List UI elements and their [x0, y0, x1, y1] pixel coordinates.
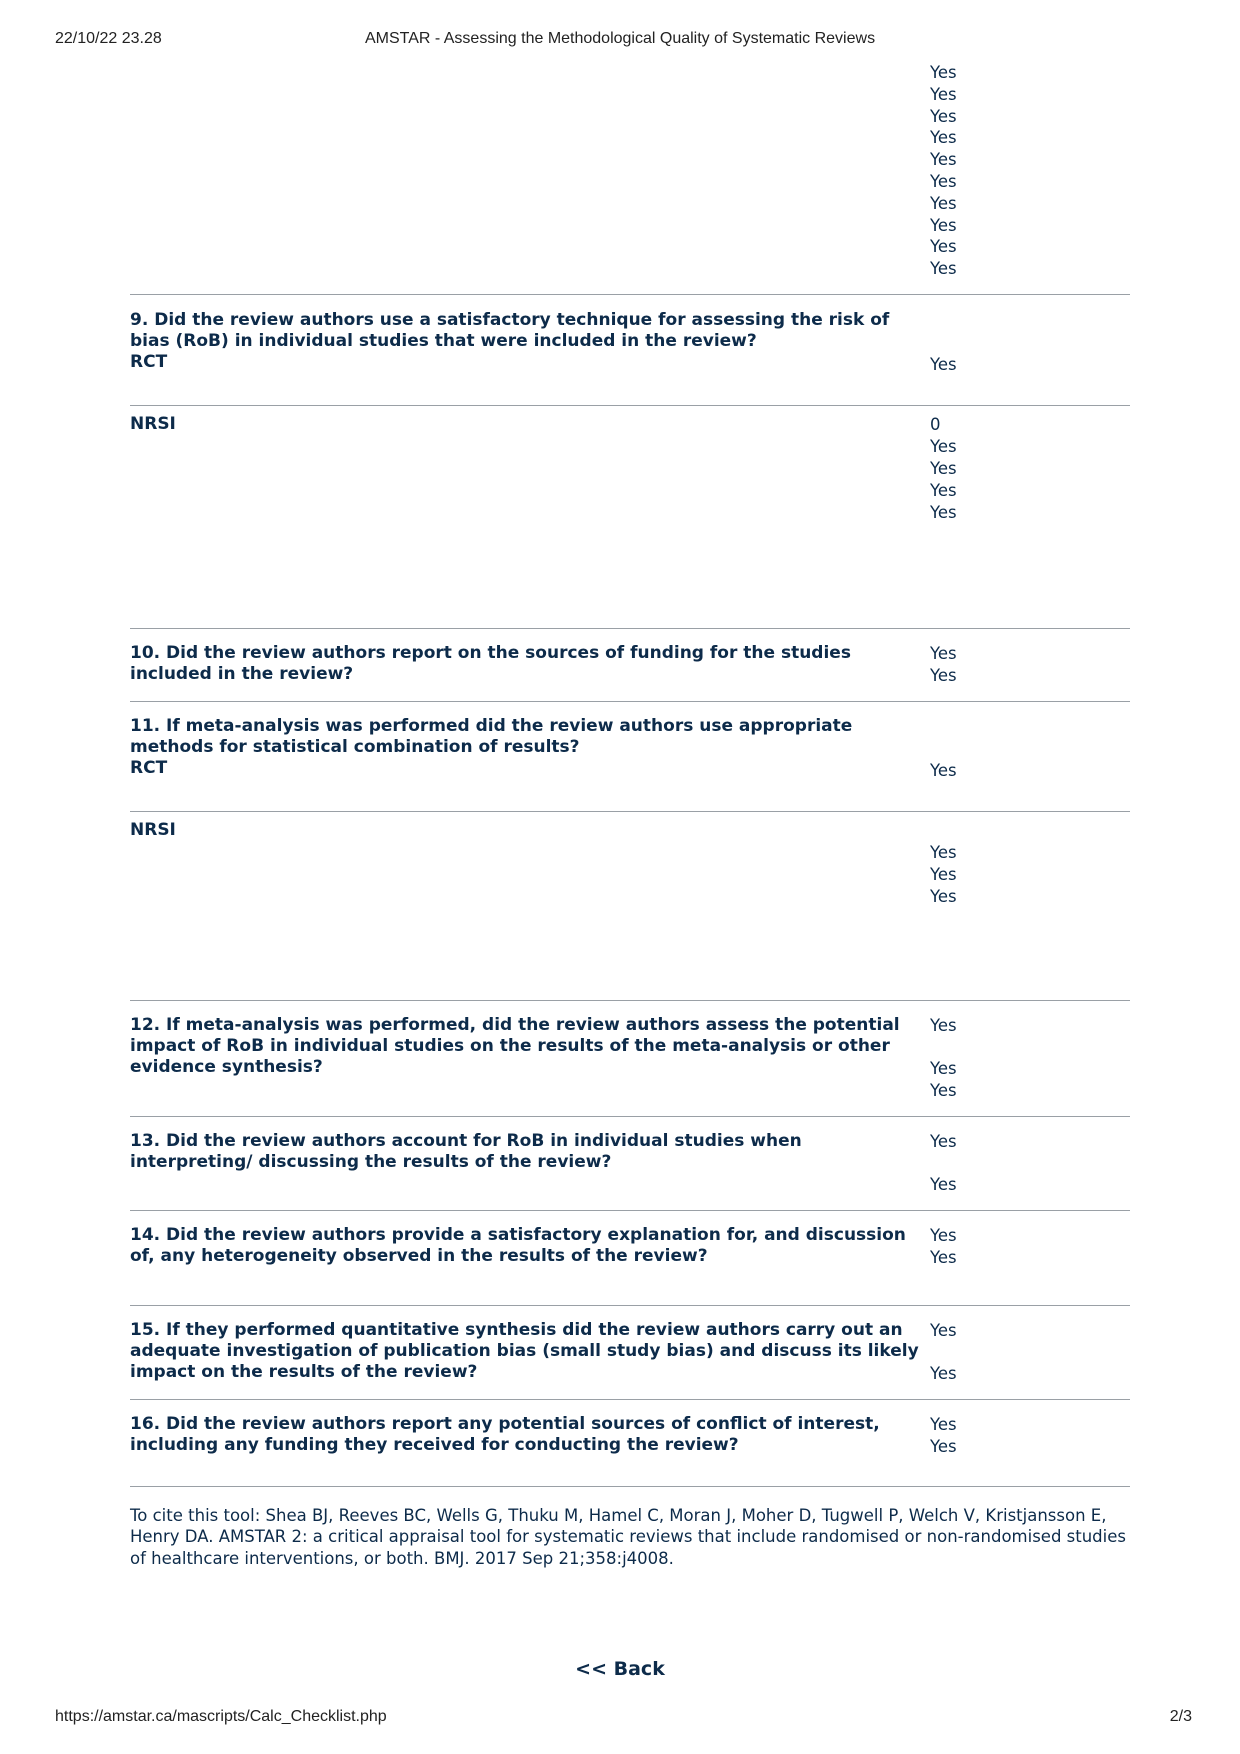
answer: Yes	[930, 480, 957, 500]
question-q15: 15. If they performed quantitative synthesis did the review authors carry out an adequate investigation of publication bias (small study bias) and discuss its likely impact on the results of the review?	[130, 1319, 919, 1382]
answer: Yes	[930, 1436, 957, 1456]
checklist-row-q10	[130, 629, 1130, 702]
checklist-row-q11-rct	[130, 702, 1130, 812]
answer: Yes	[930, 84, 957, 104]
answer: Yes	[930, 1247, 957, 1267]
answer: Yes	[930, 106, 957, 126]
print-url: https://amstar.ca/mascripts/Calc_Checklist.php	[55, 1708, 387, 1725]
question-q10: 10. Did the review authors report on the sources of funding for the studies included in the review?	[130, 643, 851, 685]
answer: Yes	[930, 864, 957, 884]
question-q13: 13. Did the review authors account for RoB in individual studies when interpreting/ discussing the results of the review?	[130, 1130, 802, 1172]
question-q16: 16. Did the review authors report any potential sources of conflict of interest, including any funding they received for conducting the review?	[130, 1414, 880, 1456]
nrsi-label: NRSI	[130, 820, 176, 841]
print-date: 22/10/22 23.28	[55, 30, 162, 47]
print-title: AMSTAR - Assessing the Methodological Quality of Systematic Reviews	[364, 30, 876, 47]
checklist-row-q8-continued	[130, 62, 1130, 295]
answers-q8	[930, 62, 1130, 280]
rct-label: RCT	[130, 757, 168, 778]
checklist-row-q15	[130, 1306, 1130, 1400]
rct-label: RCT	[130, 351, 168, 372]
answer: Yes	[930, 1320, 957, 1340]
checklist-row-q11-nrsi	[130, 812, 1130, 1000]
answer: Yes	[930, 259, 957, 279]
answer: Yes	[930, 843, 957, 863]
answer: Yes	[930, 437, 957, 457]
answer: Yes	[930, 502, 957, 522]
answer: Yes	[930, 886, 957, 906]
answer: Yes	[930, 666, 957, 686]
question-q12: 12. If meta-analysis was performed, did the review authors assess the potential impact of RoB in individual studies on the results of the meta-analysis or other evidence synthesis?	[130, 1014, 900, 1077]
answer: Yes	[930, 193, 957, 213]
answer: Yes	[930, 458, 957, 478]
answer: Yes	[930, 644, 957, 664]
answer: Yes	[930, 150, 957, 170]
answer: Yes	[930, 237, 957, 257]
question-q11: 11. If meta-analysis was performed did the review authors use appropriate methods for statistical combination of results?	[130, 715, 853, 757]
answer: Yes	[930, 1415, 957, 1435]
question-q9: 9. Did the review authors use a satisfactory technique for assessing the risk of bias (RoB) in individual studies that were included in the review?	[130, 309, 890, 351]
answer: Yes	[930, 171, 957, 191]
answer: Yes	[930, 1015, 957, 1035]
answer: Yes	[930, 354, 957, 374]
checklist-row-q13	[130, 1117, 1130, 1211]
answer: Yes	[930, 1059, 957, 1079]
answer: Yes	[930, 1175, 957, 1195]
page-number: 2/3	[1169, 1708, 1192, 1725]
nrsi-label: NRSI	[130, 414, 176, 435]
citation-text: To cite this tool: Shea BJ, Reeves BC, Wells G, Thuku M, Hamel C, Moran J, Moher D, Tugwell P, Welch V, Kristjansson E, Henry DA. AMSTAR 2: a critical appraisal tool for systematic reviews that include randomised or non-randomised studies of healthcare interventions, or both. BMJ. 2017 Sep 21;358:j4008.	[130, 1505, 1126, 1569]
answer: Yes	[930, 1131, 957, 1151]
checklist-row-q14	[130, 1211, 1130, 1306]
checklist-row-q9-rct	[130, 295, 1130, 406]
answer: Yes	[930, 128, 957, 148]
answer: Yes	[930, 1364, 957, 1384]
answer: Yes	[930, 760, 957, 780]
checklist-results	[130, 62, 1130, 1570]
answer: Yes	[930, 1226, 957, 1246]
answer: Yes	[930, 63, 957, 82]
checklist-row-q9-nrsi	[130, 406, 1130, 629]
checklist-row-q16	[130, 1400, 1130, 1487]
back-link[interactable]: << Back	[575, 1658, 665, 1680]
question-q14: 14. Did the review authors provide a satisfactory explanation for, and discussion of, any heterogeneity observed in the results of the review?	[130, 1225, 906, 1267]
answer: Yes	[930, 1080, 957, 1100]
answer: 0	[930, 415, 941, 435]
checklist-row-q12	[130, 1001, 1130, 1117]
answer: Yes	[930, 215, 957, 235]
